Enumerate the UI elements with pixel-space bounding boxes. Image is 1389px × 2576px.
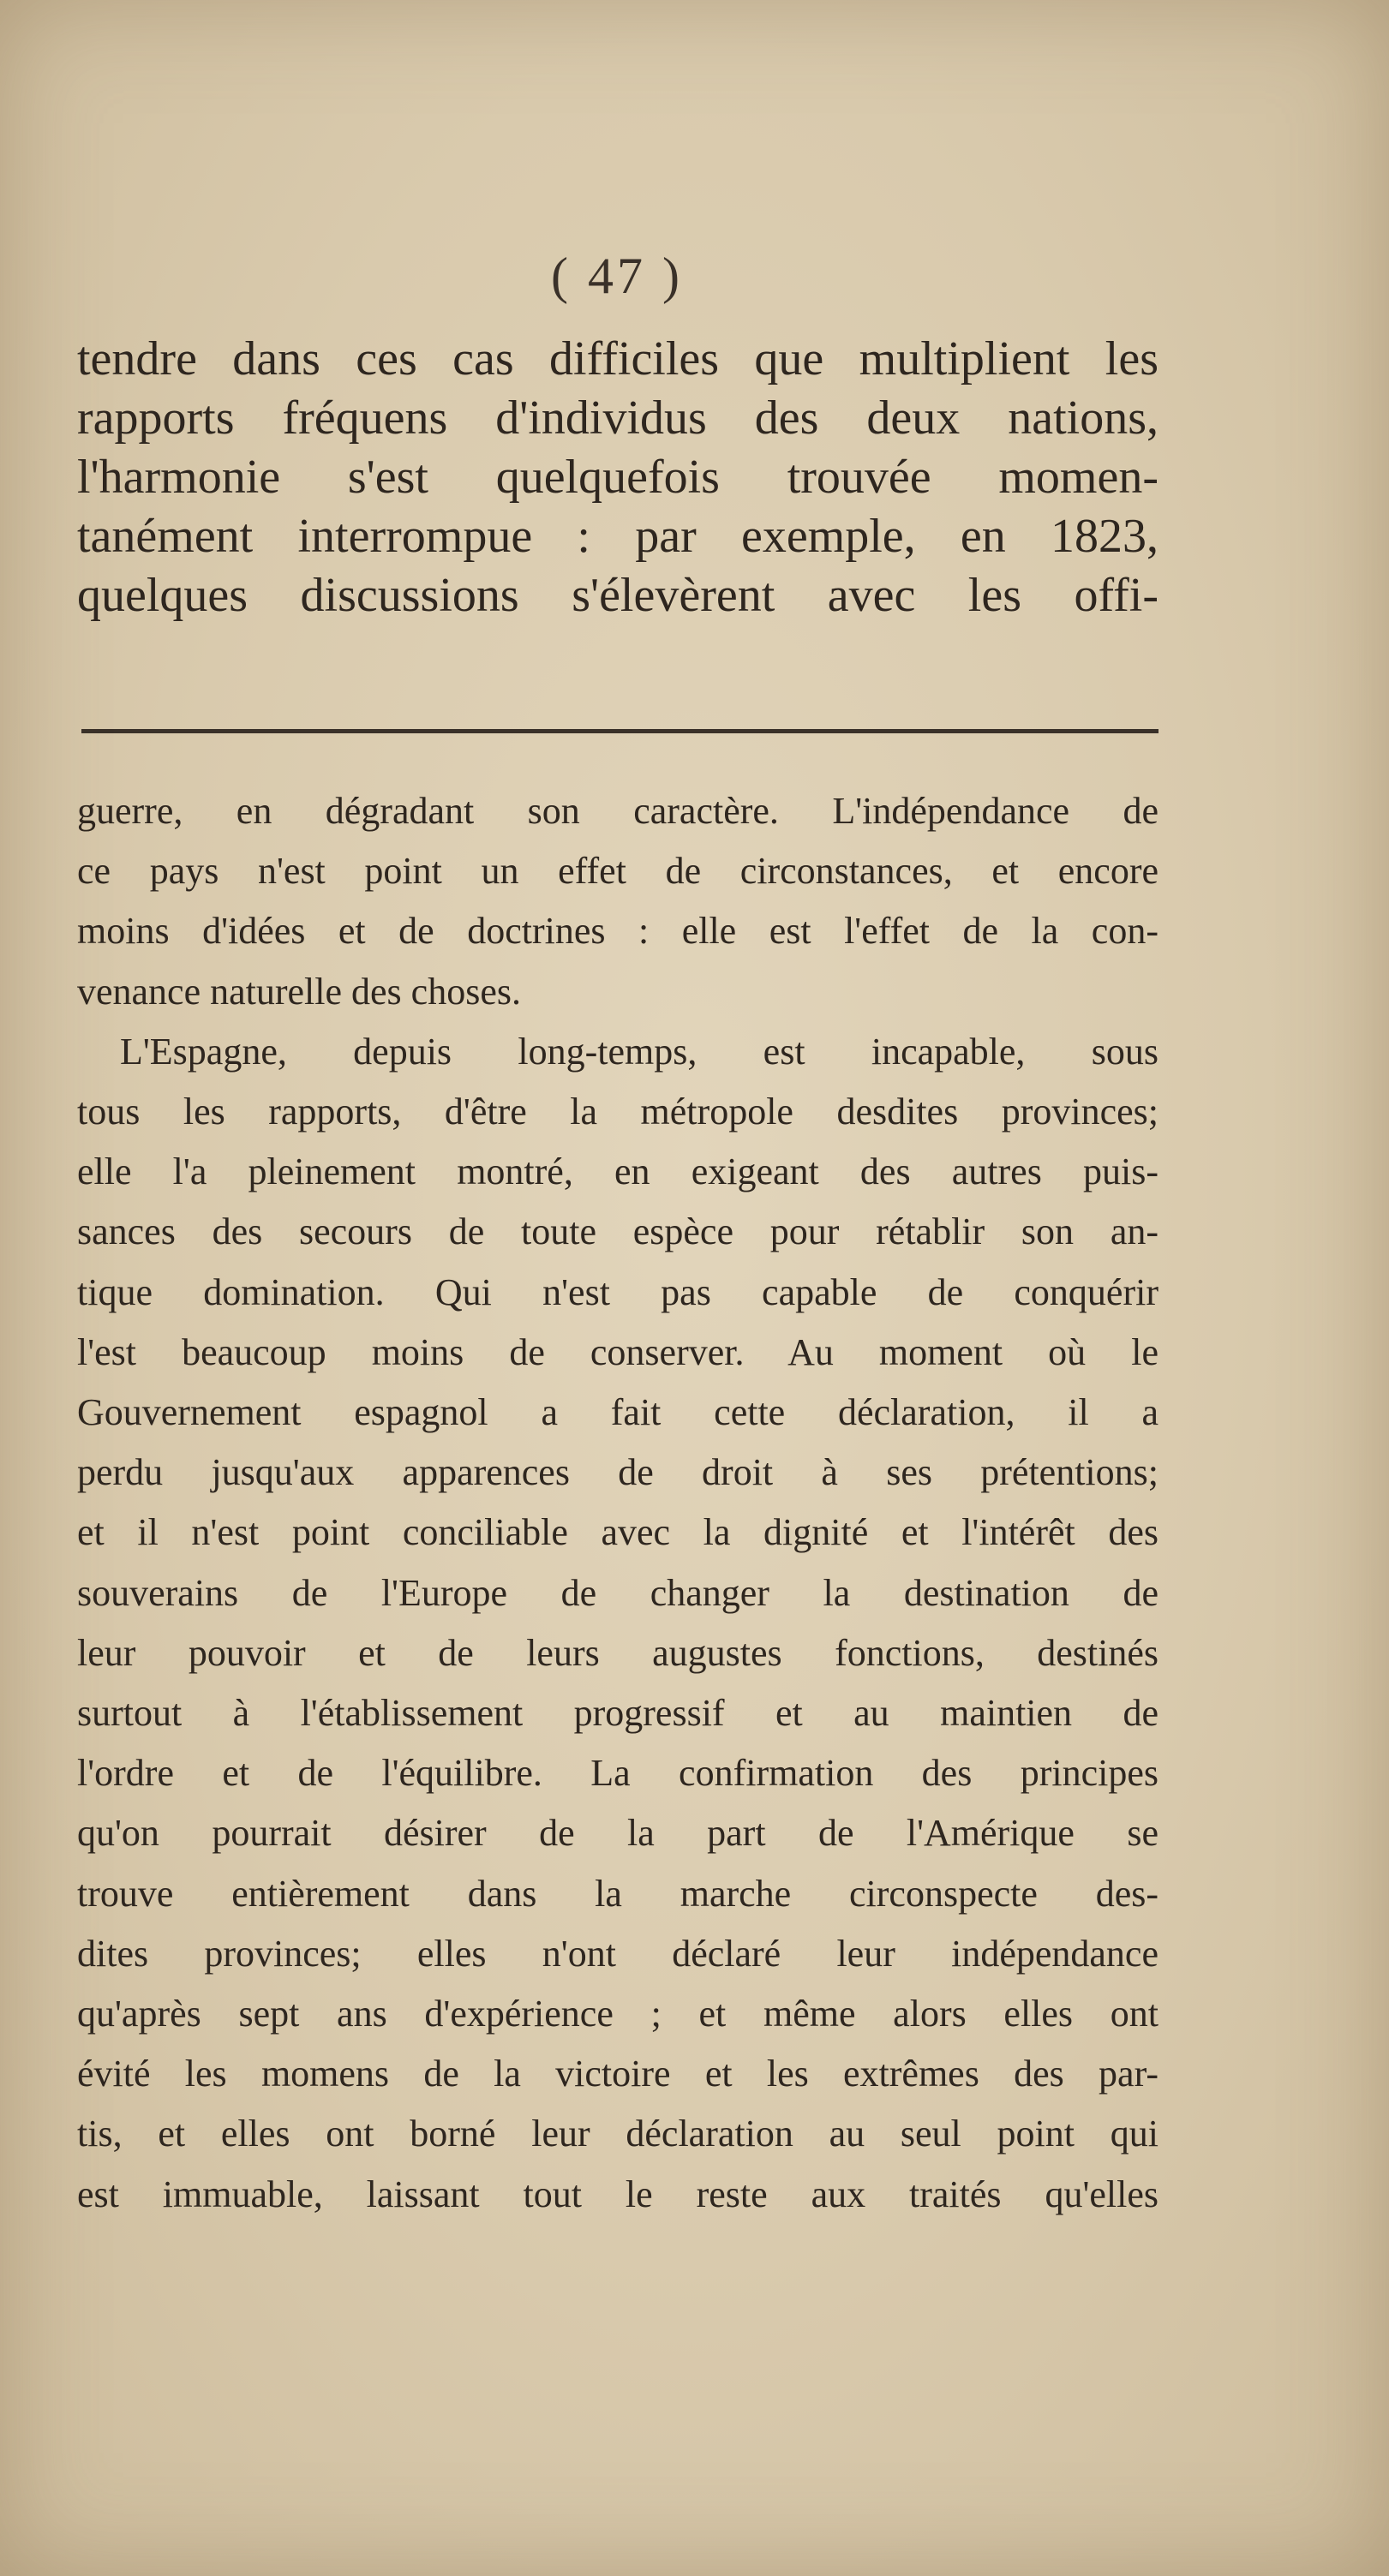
main-text-block: [77, 330, 1158, 625]
footnote-line: moins d'idées et de doctrines : elle est l'effet de la con-: [77, 910, 1158, 953]
footnote-line: tis, et elles ont borné leur déclaration au seul point qui: [77, 2113, 1158, 2155]
footnote-line: tique domination. Qui n'est pas capable de conquérir: [77, 1270, 1158, 1313]
footnote-line: trouve entièrement dans la marche circonspecte des-: [77, 1872, 1158, 1915]
footnote-line: qu'on pourrait désirer de la part de l'Amérique se: [77, 1812, 1158, 1855]
footnote-line: elle l'a pleinement montré, en exigeant des autres puis-: [77, 1151, 1158, 1193]
footnote-line: est immuable, laissant tout le reste aux traités qu'elles: [77, 2173, 1158, 2215]
footnote-line: guerre, en dégradant son caractère. L'indépendance de: [77, 790, 1158, 832]
main-text-line: l'harmonie s'est quelquefois trouvée momen-: [77, 451, 1158, 504]
page-number: ( 47 ): [551, 248, 683, 304]
footnote-line: Gouvernement espagnol a fait cette déclaration, il a: [77, 1391, 1158, 1434]
footnote-line: ce pays n'est point un effet de circonstances, et encore: [77, 850, 1158, 893]
footnote-line: souverains de l'Europe de changer la destination de: [77, 1571, 1158, 1614]
footnote-text-block: [77, 781, 1158, 2225]
footnote-line: perdu jusqu'aux apparences de droit à ses prétentions;: [77, 1451, 1158, 1494]
footnote-line: et il n'est point conciliable avec la dignité et l'intérêt des: [77, 1511, 1158, 1554]
footnote-line: tous les rapports, d'être la métropole desdites provinces;: [77, 1091, 1158, 1133]
main-text-line: quelques discussions s'élevèrent avec les offi-: [77, 569, 1158, 622]
footnote-line: L'Espagne, depuis long-temps, est incapable, sous: [120, 1030, 1158, 1073]
footnote-line: sances des secours de toute espèce pour rétablir son an-: [77, 1210, 1158, 1253]
footnote-line: surtout à l'établissement progressif et au maintien de: [77, 1692, 1158, 1735]
footnote-line: l'est beaucoup moins de conserver. Au moment où le: [77, 1330, 1158, 1373]
footnote-line: l'ordre et de l'équilibre. La confirmation des principes: [77, 1752, 1158, 1795]
footnote-line: qu'après sept ans d'expérience ; et même alors elles ont: [77, 1993, 1158, 2035]
main-text-line: tanément interrompue : par exemple, en 1823,: [77, 510, 1158, 563]
main-text-line: tendre dans ces cas difficiles que multiplient les: [77, 332, 1158, 386]
footnote-line: évité les momens de la victoire et les extrêmes des par-: [77, 2053, 1158, 2095]
footnote-line: venance naturelle des choses.: [77, 970, 521, 1013]
main-text-line: rapports fréquens d'individus des deux nations,: [77, 391, 1158, 445]
footnote-separator-rule: [81, 729, 1158, 733]
footnote-line: leur pouvoir et de leurs augustes fonctions, destinés: [77, 1631, 1158, 1674]
footnote-line: dites provinces; elles n'ont déclaré leur indépendance: [77, 1932, 1158, 1975]
